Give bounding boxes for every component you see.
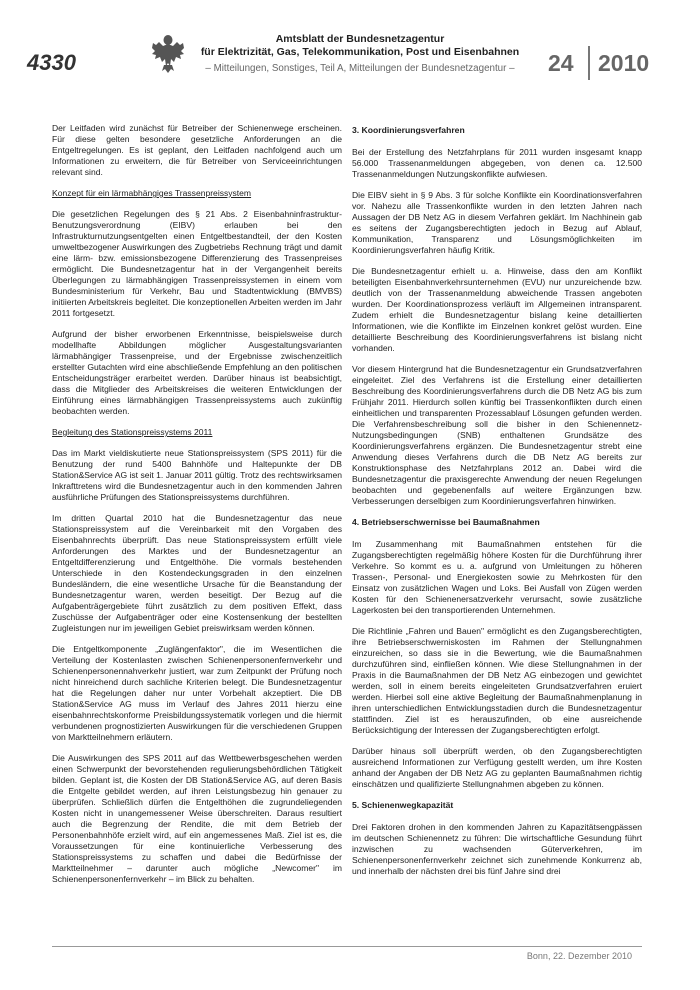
paragraph: Aufgrund der bisher erworbenen Erkenntnisse, beispielsweise durch modellhafte Abbildungen möglicher Ausgestaltungsvarianten lärmabhängiger Trassenpreise, und der Ergebnisse zwischenzeitlich erstellter Gutachten wird eine abschließende Empfehlung an den politischen Entscheidungsträger erarbeitet werden. Darüber hinaus ist beabsichtigt, dass die Mitglieder des Arbeitskreises die weiteren Entwicklungen der Einführung eines lärmabhängigen Trassenpreissystems auch zukünftig beobachten werden. (52, 329, 342, 416)
gazette-title-line1: Amtsblatt der Bundesnetzagentur (275, 33, 445, 45)
paragraph: Darüber hinaus soll überprüft werden, ob den Zugangsberechtigten ausreichend Informationen zur Verfügung gestellt werden, um ihre Kosten anhand der Angaben der DB Netz AG zu geplanten Baumaßnahmen richtig einschätzen und qualifizierte Stellungnahmen abgeben zu können. (352, 746, 642, 789)
paragraph: Das im Markt vieldiskutierte neue Stationspreissystem (SPS 2011) für die Benutzung der rund 5400 Bahnhöfe und Haltepunkte der DB Station&Service AG ist seit 1. Januar 2011 gültig. Trotz des rechtswirksamen Inkrafttretens wird die Bundesnetzagentur auch in den kommenden Jahren ausführliche Prüfungen des Stationspreissystems durchführen. (52, 448, 342, 502)
footer-rule (52, 946, 642, 947)
issue-number: 24 (548, 50, 574, 76)
right-column (352, 123, 642, 887)
paragraph: Die Entgeltkomponente „Zuglängenfaktor", die im Wesentlichen die Verteilung der Kostenlasten zwischen Schienenpersonenfernverkehr und Schienenpersonennahverkehr justiert, war zum Zeitpunkt der Prüfung noch nicht hinreichend durch sachliche Kriterien belegt. Die Bundesnetzagentur hat die Regelungen daher nur unter Vorbehalt akzeptiert. Die DB Station&Service AG muss im Verlauf des Jahres 2011 hierzu eine eisenbahnrechtskonforme Preisbildungssystematik vorlegen und die hiermit verbundenen prognostizierten Auswirkungen für die verschiedenen Gruppen von Marktteilnehmern erläutern. (52, 644, 342, 742)
issue-label (540, 44, 680, 80)
section-heading: 4. Betriebserschwernisse bei Baumaßnahmen (352, 517, 540, 527)
gazette-title (200, 33, 520, 59)
paragraph: Im Zusammenhang mit Baumaßnahmen entstehen für die Zugangsberechtigten regelmäßig höhere Kosten für die Durchführung ihrer Verkehre. So kommt es u. a. aufgrund von Umleitungen zu höheren Trassen-, Personal- und Energiekosten sowie zu Mehrkosten für den Einsatz von zusätzlichen Wagen und Loks. Bei Ausfall von Zügen werden Kosten für den Schienenersatzverkehr verursacht, sowie zusätzliche Lagerkosten bei den transportierenden Unternehmen. (352, 539, 642, 615)
page-number: 4330 (27, 50, 76, 75)
gazette-subtitle: – Mitteilungen, Sonstiges, Teil A, Mitteilungen der Bundesnetzagentur – (205, 63, 515, 74)
page-header (0, 0, 700, 100)
gazette-title-line2: für Elektrizität, Gas, Telekommunikation, Post und Eisenbahnen (200, 46, 520, 58)
section-heading: Konzept für ein lärmabhängiges Trassenpreissystem (52, 188, 252, 198)
paragraph: Vor diesem Hintergrund hat die Bundesnetzagentur ein Grundsatzverfahren eingeleitet. Ziel des Verfahrens ist die Erstellung einer detaillierten Beschreibung des Koordinierungsverfahrens durch die DB Netz AG bis zum Frühjahr 2011. Hierdurch sollen künftig bei Trassenkonflikten durch einen einheitlichen und transparenten Prozessablauf Lösungen gefunden werden. Die Verfahrensbeschreibung soll die bisher in den Schienennetz-Nutzungsbedingungen (SNB) enthaltenen Grundsätze des Koordinierungsverfahrens ergänzen. Die Bundesnetzagentur strebt eine Anwendung dieses Verfahrens durch die DB Netz AG bereits zur Konstruktionsphase des Netzfahrplans 2012 an. Dabei wird die Bundesnetzagentur die praxisgerechte Anwendung der neuen Regelungen beobachten und gegebenenfalls auf weitere Ergänzungen bzw. Verbesserungen derselbigen zum Koordinierungsverfahren hinwirken. (352, 364, 642, 506)
footer-date: Bonn, 22. Dezember 2010 (526, 951, 632, 961)
left-column (52, 123, 342, 895)
section-heading: Begleitung des Stationspreissystems 2011 (52, 427, 213, 437)
paragraph: Der Leitfaden wird zunächst für Betreiber der Schienenwege erscheinen. Für diese gelten besondere gesetzliche Anforderungen an die Entgeltregelungen. Es ist geplant, den Leitfaden nachfolgend auch um Informationen zu erweitern, die für Betreiber von Serviceeinrichtungen relevant sind. (52, 123, 342, 177)
paragraph: Im dritten Quartal 2010 hat die Bundesnetzagentur das neue Stationspreissystem auf die Vereinbarkeit mit den Vorgaben des Eisenbahnrechts überprüft. Das neue Stationspreissystem erfüllt viele Anforderungen des Marktes und der Bundesnetzagentur an Entgeltdifferenzierung und Entgelthöhe. Die vormals bestehenden Unterschiede in den Kostendeckungsgraden in den einzelnen Bundesländern, die eine wesentliche Ursache für die Beanstandung der Bundesnetzagentur waren, werden beseitigt. Der Bezug auf die Aufgabenträgergebiete führt zusätzlich zu dem positiven Effekt, dass Zuschüsse der Aufgabenträger oder eine Kostensenkung der bestellten Zugleistungen nur im jeweiligen Gebiet preiswirksam werden können. (52, 513, 342, 633)
paragraph: Drei Faktoren drohen in den kommenden Jahren zu Kapazitätsengpässen im deutschen Schienennetz zu führen: Die wirtschaftliche Gesundung führt inzwischen zu wachsenden Güterverkehren, im Schienenpersonenfernverkehr zeichnet sich zunehmende Konkurrenz ab, und innerhalb der nächsten drei bis fünf Jahre sind drei (352, 822, 642, 876)
issue-divider (588, 46, 590, 80)
paragraph: Die Auswirkungen des SPS 2011 auf das Wettbewerbsgeschehen werden einen Schwerpunkt der bevorstehenden regulierungsbehördlichen Tätigkeit bilden. Geplant ist, die Kosten der DB Station&Service AG, auf deren Basis die Entgelte gebildet werden, auf ihren Leistungsbezug hin genauer zu überprüfen. Schließlich dürfen die Entgelthöhen die zugrundeliegenden Kosten nicht in unangemessener Weise überschreiten. Daraus resultiert auch die Begrenzung der Rendite, die mit dem Betrieb der Personenbahnhöfe erzielt wird, auf ein angemessenes Maß. Ziel ist es, die Voraussetzungen für eine kontinuierliche Verbesserung des Stationspreissystems zu schaffen und dabei die Bedürfnisse der Marktteilnehmer – darunter auch mögliche „Newcomer" im Schienenpersonenfernverkehr – im Blick zu behalten. (52, 753, 342, 884)
paragraph: Die Richtlinie „Fahren und Bauen" ermöglicht es den Zugangsberechtigten, ihre Betriebserschwerniskosten im Rahmen der Stellungnahmen einzureichen, so dass sie in die Bewertung, wie die Baumaßnahmen durchzuführen sind, einfließen können. Wie diese Stellungnahmen in der Praxis in die Baumaßnahmen der DB Netz AG einbezogen und gewichtet werden, soll in einem bereits eingeleiteten Grundsatzverfahren eruiert werden. Hierbei soll eine aktive Begleitung der Baumaßnahmenplanung in ihren unterschiedlichen Entwicklungsstadien durch die Bundesnetzagentur stattfinden. Ziel ist es herauszufinden, ob eine ausreichende Berücksichtigung der Interessen der Zugangsberechtigten erfolgt. (352, 626, 642, 735)
issue-year: 2010 (598, 50, 650, 76)
paragraph: Die Bundesnetzagentur erhielt u. a. Hinweise, dass den am Konflikt beteiligten Eisenbahnverkehrsunternehmen (EVU) nur unzureichende bzw. deutlich von der Trassenanmeldung abweichende Trassen angeboten wurden. Der Koordinationsprozess verläuft im Allgemeinen intransparent. Zudem erhielt die Bundesnetzagentur bislang keine detaillierten Informationen, wie die Konflikte im Einzelnen konkret gelöst wurden. Eine detaillierte Beschreibung des Koordinierungsverfahrens ist bislang nicht vorhanden. (352, 266, 642, 353)
federal-eagle-icon (150, 32, 186, 74)
section-heading: 3. Koordinierungsverfahren (352, 125, 465, 135)
paragraph: Die EIBV sieht in § 9 Abs. 3 für solche Konflikte ein Koordinationsverfahren vor. Nahezu alle Trassenkonflikte wurden in den letzten Jahren nach Aussagen der DB Netz AG in diesem Verfahren geklärt. Im Nachhinein gab es seitens der Zugangsberechtigten jedoch in Bezug auf Ablauf, Kommunikation, Transparenz und Lösungsmöglichkeiten im Koordinierungsverfahren häufig Kritik. (352, 190, 642, 255)
paragraph: Bei der Erstellung des Netzfahrplans für 2011 wurden insgesamt knapp 56.000 Trassenanmeldungen abgegeben, von denen ca. 12.500 Trassenanmeldungen Nutzungskonflikte aufwiesen. (352, 147, 642, 179)
section-heading: 5. Schienenwegkapazität (352, 800, 454, 810)
paragraph: Die gesetzlichen Regelungen des § 21 Abs. 2 Eisenbahninfrastruktur-Benutzungsverordnung (EIBV) erlauben bei den Infrastrukturnutzungsentgelten einen Entgeltbestandteil, der den Kosten umweltbezogener Auswirkungen des Zugbetriebs Rechnung trägt und damit eine lärm- bzw. emissionsbezogene Differenzierung des Trassenpreises ermöglicht. Die Bundesnetzagentur hat in der Vergangenheit bereits Überlegungen zu lärmabhängigen Trassenpreissystemen in einem vom Bundesministerium für Verkehr, Bau und Stadtentwicklung (BMVBS) initiierten Arbeitskreis begleitet. Die konzeptionellen Arbeiten werden im Jahr 2011 fortgesetzt. (52, 209, 342, 318)
